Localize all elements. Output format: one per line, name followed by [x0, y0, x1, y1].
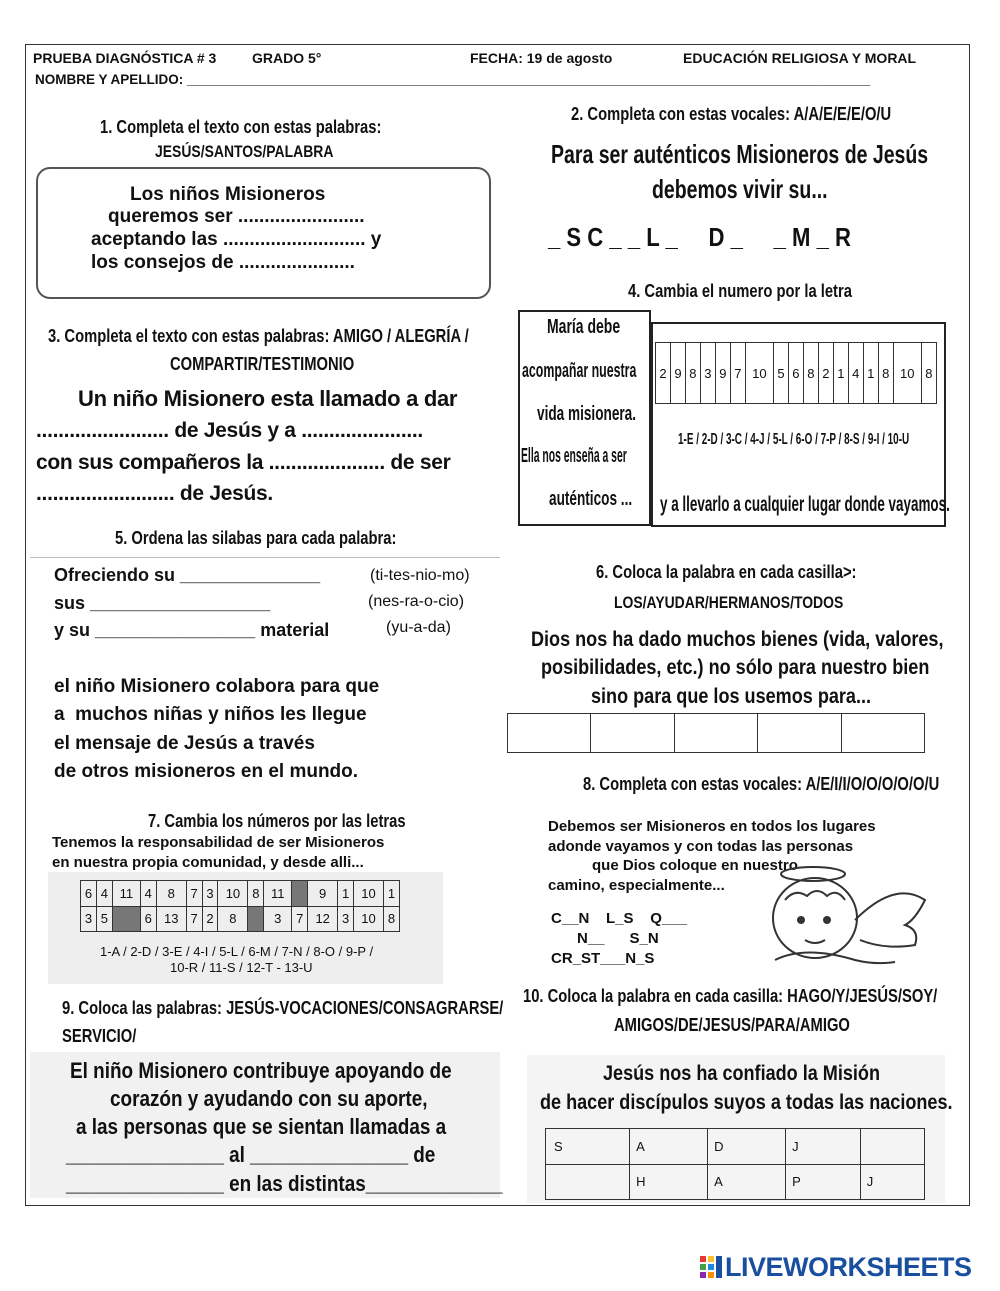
q10-line-1: Jesús nos ha confiado la Misión: [603, 1062, 880, 1085]
q10-cell[interactable]: D: [708, 1129, 786, 1165]
q7-cell[interactable]: 7: [292, 906, 308, 932]
q2-line-1: Para ser auténticos Misioneros de Jesús: [551, 139, 929, 169]
q3-title: 3. Completa el texto con estas palabras: AMIGO / ALEGRÍA /: [48, 326, 469, 346]
q4-side-line-5: auténticos ...: [549, 488, 633, 510]
q9-line-1: El niño Misionero contribuye apoyando de: [70, 1058, 452, 1083]
q6-line-2: posibilidades, etc.) no sólo para nuestro bien: [541, 656, 930, 679]
q4-title: 4. Cambia el numero por la letra: [628, 281, 852, 301]
q7-gray-cell: [292, 881, 308, 907]
q7-title: 7. Cambia los números por las letras: [148, 811, 406, 831]
q8-title: 8. Completa con estas vocales: A/E/I/I/O/O/O/O/O/U: [583, 774, 940, 794]
q7-line-2: en nuestra propia comunidad, y desde alli...: [52, 854, 364, 871]
liveworksheets-icon: [700, 1256, 722, 1278]
q7-cell[interactable]: 12: [308, 906, 338, 932]
q4-cell[interactable]: 2: [818, 343, 833, 404]
q5-row-3[interactable]: y su ________________ material: [54, 620, 330, 640]
q4-cell[interactable]: 8: [921, 343, 936, 404]
q7-key-1: 1-A / 2-D / 3-E / 4-I / 5-L / 6-M / 7-N / 8-O / 9-P /: [100, 944, 374, 959]
q7-cell[interactable]: 3: [338, 906, 354, 932]
q4-side-line-3: vida misionera.: [537, 403, 637, 425]
q10-cell[interactable]: P: [786, 1164, 861, 1200]
q2-blanks[interactable]: _ S C _ _ L _ D _ _ M _ R: [548, 222, 851, 252]
q8-blanks-1[interactable]: C__N L_S Q___: [551, 910, 687, 927]
q5-paragraph-2: a muchos niñas y niños les llegue: [54, 704, 367, 725]
date-label: FECHA: 19 de agosto: [470, 50, 613, 66]
q7-gray-cell: [112, 906, 140, 932]
test-title: PRUEBA DIAGNÓSTICA # 3: [33, 50, 217, 66]
q9-line-2: corazón y ayudando con su aporte,: [110, 1086, 428, 1111]
q7-cell[interactable]: 1: [338, 881, 354, 907]
q3-title-2: COMPARTIR/TESTIMONIO: [170, 354, 355, 374]
q6-answer-cell[interactable]: [758, 714, 841, 753]
q8-blanks-2[interactable]: N__ S_N: [577, 930, 659, 947]
q1-line-4[interactable]: los consejos de ......................: [91, 252, 355, 273]
q10-cell[interactable]: J: [860, 1164, 924, 1200]
q7-cell[interactable]: 10: [354, 906, 384, 932]
q2-title: 2. Completa con estas vocales: A/A/E/E/E/O/U: [571, 104, 892, 124]
q7-cell[interactable]: 10: [354, 881, 384, 907]
q10-title: 10. Coloca la palabra en cada casilla: HAGO/Y/JESÚS/SOY/: [523, 986, 938, 1006]
q4-cell[interactable]: 8: [878, 343, 893, 404]
q6-answer-cell[interactable]: [674, 714, 757, 753]
q3-line-2[interactable]: ........................ de Jesús y a ......................: [36, 419, 423, 442]
q4-cell[interactable]: 3: [700, 343, 715, 404]
q5-paragraph-3: el mensaje de Jesús a través: [54, 733, 315, 754]
q5-title: 5. Ordena las silabas para cada palabra:: [115, 528, 397, 548]
q6-answer-grid: [507, 713, 925, 753]
q5-paragraph-1: el niño Misionero colabora para que: [54, 676, 380, 697]
q7-cell[interactable]: 9: [308, 881, 338, 907]
q7-cell[interactable]: 8: [218, 906, 248, 932]
q4-cell[interactable]: 1: [833, 343, 848, 404]
q1-words: JESÚS/SANTOS/PALABRA: [155, 142, 334, 161]
q5-hint-2: (nes-ra-o-cio): [368, 593, 465, 610]
q10-cell[interactable]: A: [630, 1129, 708, 1165]
q4-cell[interactable]: 5: [773, 343, 788, 404]
q7-cell[interactable]: 6: [140, 906, 156, 932]
q7-cell[interactable]: 3: [202, 881, 218, 907]
name-field[interactable]: NOMBRE Y APELLIDO: ___________________________________________________________________________________________: [35, 72, 871, 87]
q4-cell[interactable]: 4: [848, 343, 863, 404]
q7-cell[interactable]: 4: [140, 881, 156, 907]
q5-row-2[interactable]: sus __________________: [54, 593, 271, 613]
liveworksheets-logo[interactable]: [700, 1252, 972, 1283]
q7-cell[interactable]: 1: [383, 881, 399, 907]
q10-title-2: AMIGOS/DE/JESUS/PARA/AMIGO: [614, 1015, 850, 1035]
q1-line-1: Los niños Misioneros: [130, 184, 326, 205]
q7-cell[interactable]: 8: [248, 881, 264, 907]
q4-cell[interactable]: 10: [745, 343, 773, 404]
q7-cell[interactable]: 7: [186, 906, 202, 932]
q7-cell[interactable]: 10: [218, 881, 248, 907]
q4-cell[interactable]: 1: [863, 343, 878, 404]
q4-key: 1-E / 2-D / 3-C / 4-J / 5-L / 6-O / 7-P / 8-S / 9-I / 10-U: [678, 431, 910, 448]
q5-paragraph-4: de otros misioneros en el mundo.: [54, 761, 359, 782]
subject-label: EDUCACIÓN RELIGIOSA Y MORAL: [683, 50, 917, 66]
q3-line-4[interactable]: ......................... de Jesús.: [36, 482, 273, 505]
q9-line-4[interactable]: _______________ al _______________ de: [66, 1142, 436, 1167]
q7-cell[interactable]: 11: [112, 881, 140, 907]
q1-line-3[interactable]: aceptando las ........................... y: [91, 229, 382, 250]
q7-key-2: 10-R / 11-S / 12-T - 13-U: [170, 960, 313, 975]
q6-words: LOS/AYUDAR/HERMANOS/TODOS: [614, 593, 844, 612]
q8-line-1: Debemos ser Misioneros en todos los lugares: [548, 818, 876, 835]
angel-illustration: [755, 860, 930, 975]
q4-cell[interactable]: 7: [730, 343, 745, 404]
q7-cell[interactable]: 8: [156, 881, 186, 907]
q10-cell[interactable]: J: [786, 1129, 861, 1165]
q1-line-2[interactable]: queremos ser ........................: [108, 206, 365, 227]
q7-number-grid: [80, 880, 400, 932]
q2-line-2: debemos vivir su...: [652, 174, 828, 204]
q10-cell[interactable]: H: [630, 1164, 708, 1200]
q5-hint-1: (ti-tes-nio-mo): [370, 567, 470, 584]
grade-label: GRADO 5°: [252, 50, 322, 66]
q4-cell[interactable]: 8: [803, 343, 818, 404]
q8-line-3: que Dios coloque en nuestro: [592, 857, 798, 874]
q6-line-3: sino para que los usemos para...: [591, 685, 872, 708]
q9-title: 9. Coloca las palabras: JESÚS-VOCACIONES/CONSAGRARSE/: [62, 998, 504, 1018]
q10-cell[interactable]: A: [708, 1164, 786, 1200]
q6-line-1: Dios nos ha dado muchos bienes (vida, valores,: [531, 628, 944, 651]
q10-answer-grid: [545, 1128, 925, 1200]
q8-line-2: adonde vayamos y con todas las personas: [548, 838, 854, 855]
q9-line-5[interactable]: _______________ en las distintas_____________: [66, 1171, 503, 1196]
q7-cell[interactable]: 11: [264, 881, 292, 907]
q9-line-3: a las personas que se sientan llamadas a: [76, 1114, 447, 1139]
q4-number-grid: [655, 342, 937, 404]
q4-side-line-2: acompañar nuestra: [522, 360, 637, 382]
q4-side-line-4: Ella nos enseña a ser: [521, 445, 627, 467]
q4-side-line-1: María debe: [547, 316, 621, 338]
brand-name: LIVEWORKSHEETS: [725, 1252, 972, 1282]
q8-blanks-3[interactable]: CR_ST___N_S: [551, 950, 655, 967]
q8-line-4: camino, especialmente...: [548, 877, 725, 894]
q5-row-1[interactable]: Ofreciendo su ______________: [54, 565, 321, 585]
q9-title-2: SERVICIO/: [62, 1026, 137, 1046]
q5-hint-3: (yu-a-da): [386, 619, 451, 636]
q4-cell[interactable]: 9: [670, 343, 685, 404]
q1-title: 1. Completa el texto con estas palabras:: [100, 117, 382, 137]
q4-cell[interactable]: 9: [715, 343, 730, 404]
q6-answer-cell[interactable]: [841, 714, 924, 753]
q4-cell[interactable]: 6: [788, 343, 803, 404]
q4-footer: y a llevarlo a cualquier lugar donde vayamos.: [660, 493, 950, 516]
q7-cell[interactable]: 7: [186, 881, 202, 907]
q7-line-1: Tenemos la responsabilidad de ser Misioneros: [52, 834, 385, 851]
q7-gray-cell: [248, 906, 264, 932]
q10-cell[interactable]: S: [546, 1129, 630, 1165]
q10-cell[interactable]: [860, 1129, 924, 1165]
q4-cell[interactable]: 8: [685, 343, 700, 404]
q7-cell[interactable]: 8: [383, 906, 399, 932]
q7-cell[interactable]: 6: [81, 881, 97, 907]
q7-cell[interactable]: 13: [156, 906, 186, 932]
q6-answer-cell[interactable]: [591, 714, 674, 753]
q3-line-3[interactable]: con sus compañeros la ..................... de ser: [36, 451, 451, 474]
q4-cell[interactable]: 2: [656, 343, 671, 404]
q10-cell[interactable]: [546, 1164, 630, 1200]
q7-cell[interactable]: 3: [81, 906, 97, 932]
q5-divider: [30, 557, 500, 558]
q10-line-2: de hacer discípulos suyos a todas las naciones.: [540, 1091, 953, 1114]
q6-answer-cell[interactable]: [508, 714, 591, 753]
q7-cell[interactable]: 3: [264, 906, 292, 932]
q3-line-1: Un niño Misionero esta llamado a dar: [78, 386, 458, 411]
q7-cell[interactable]: 5: [96, 906, 112, 932]
q6-title: 6. Coloca la palabra en cada casilla>:: [596, 562, 857, 582]
q7-cell[interactable]: 2: [202, 906, 218, 932]
q4-cell[interactable]: 10: [893, 343, 921, 404]
q7-cell[interactable]: 4: [96, 881, 112, 907]
